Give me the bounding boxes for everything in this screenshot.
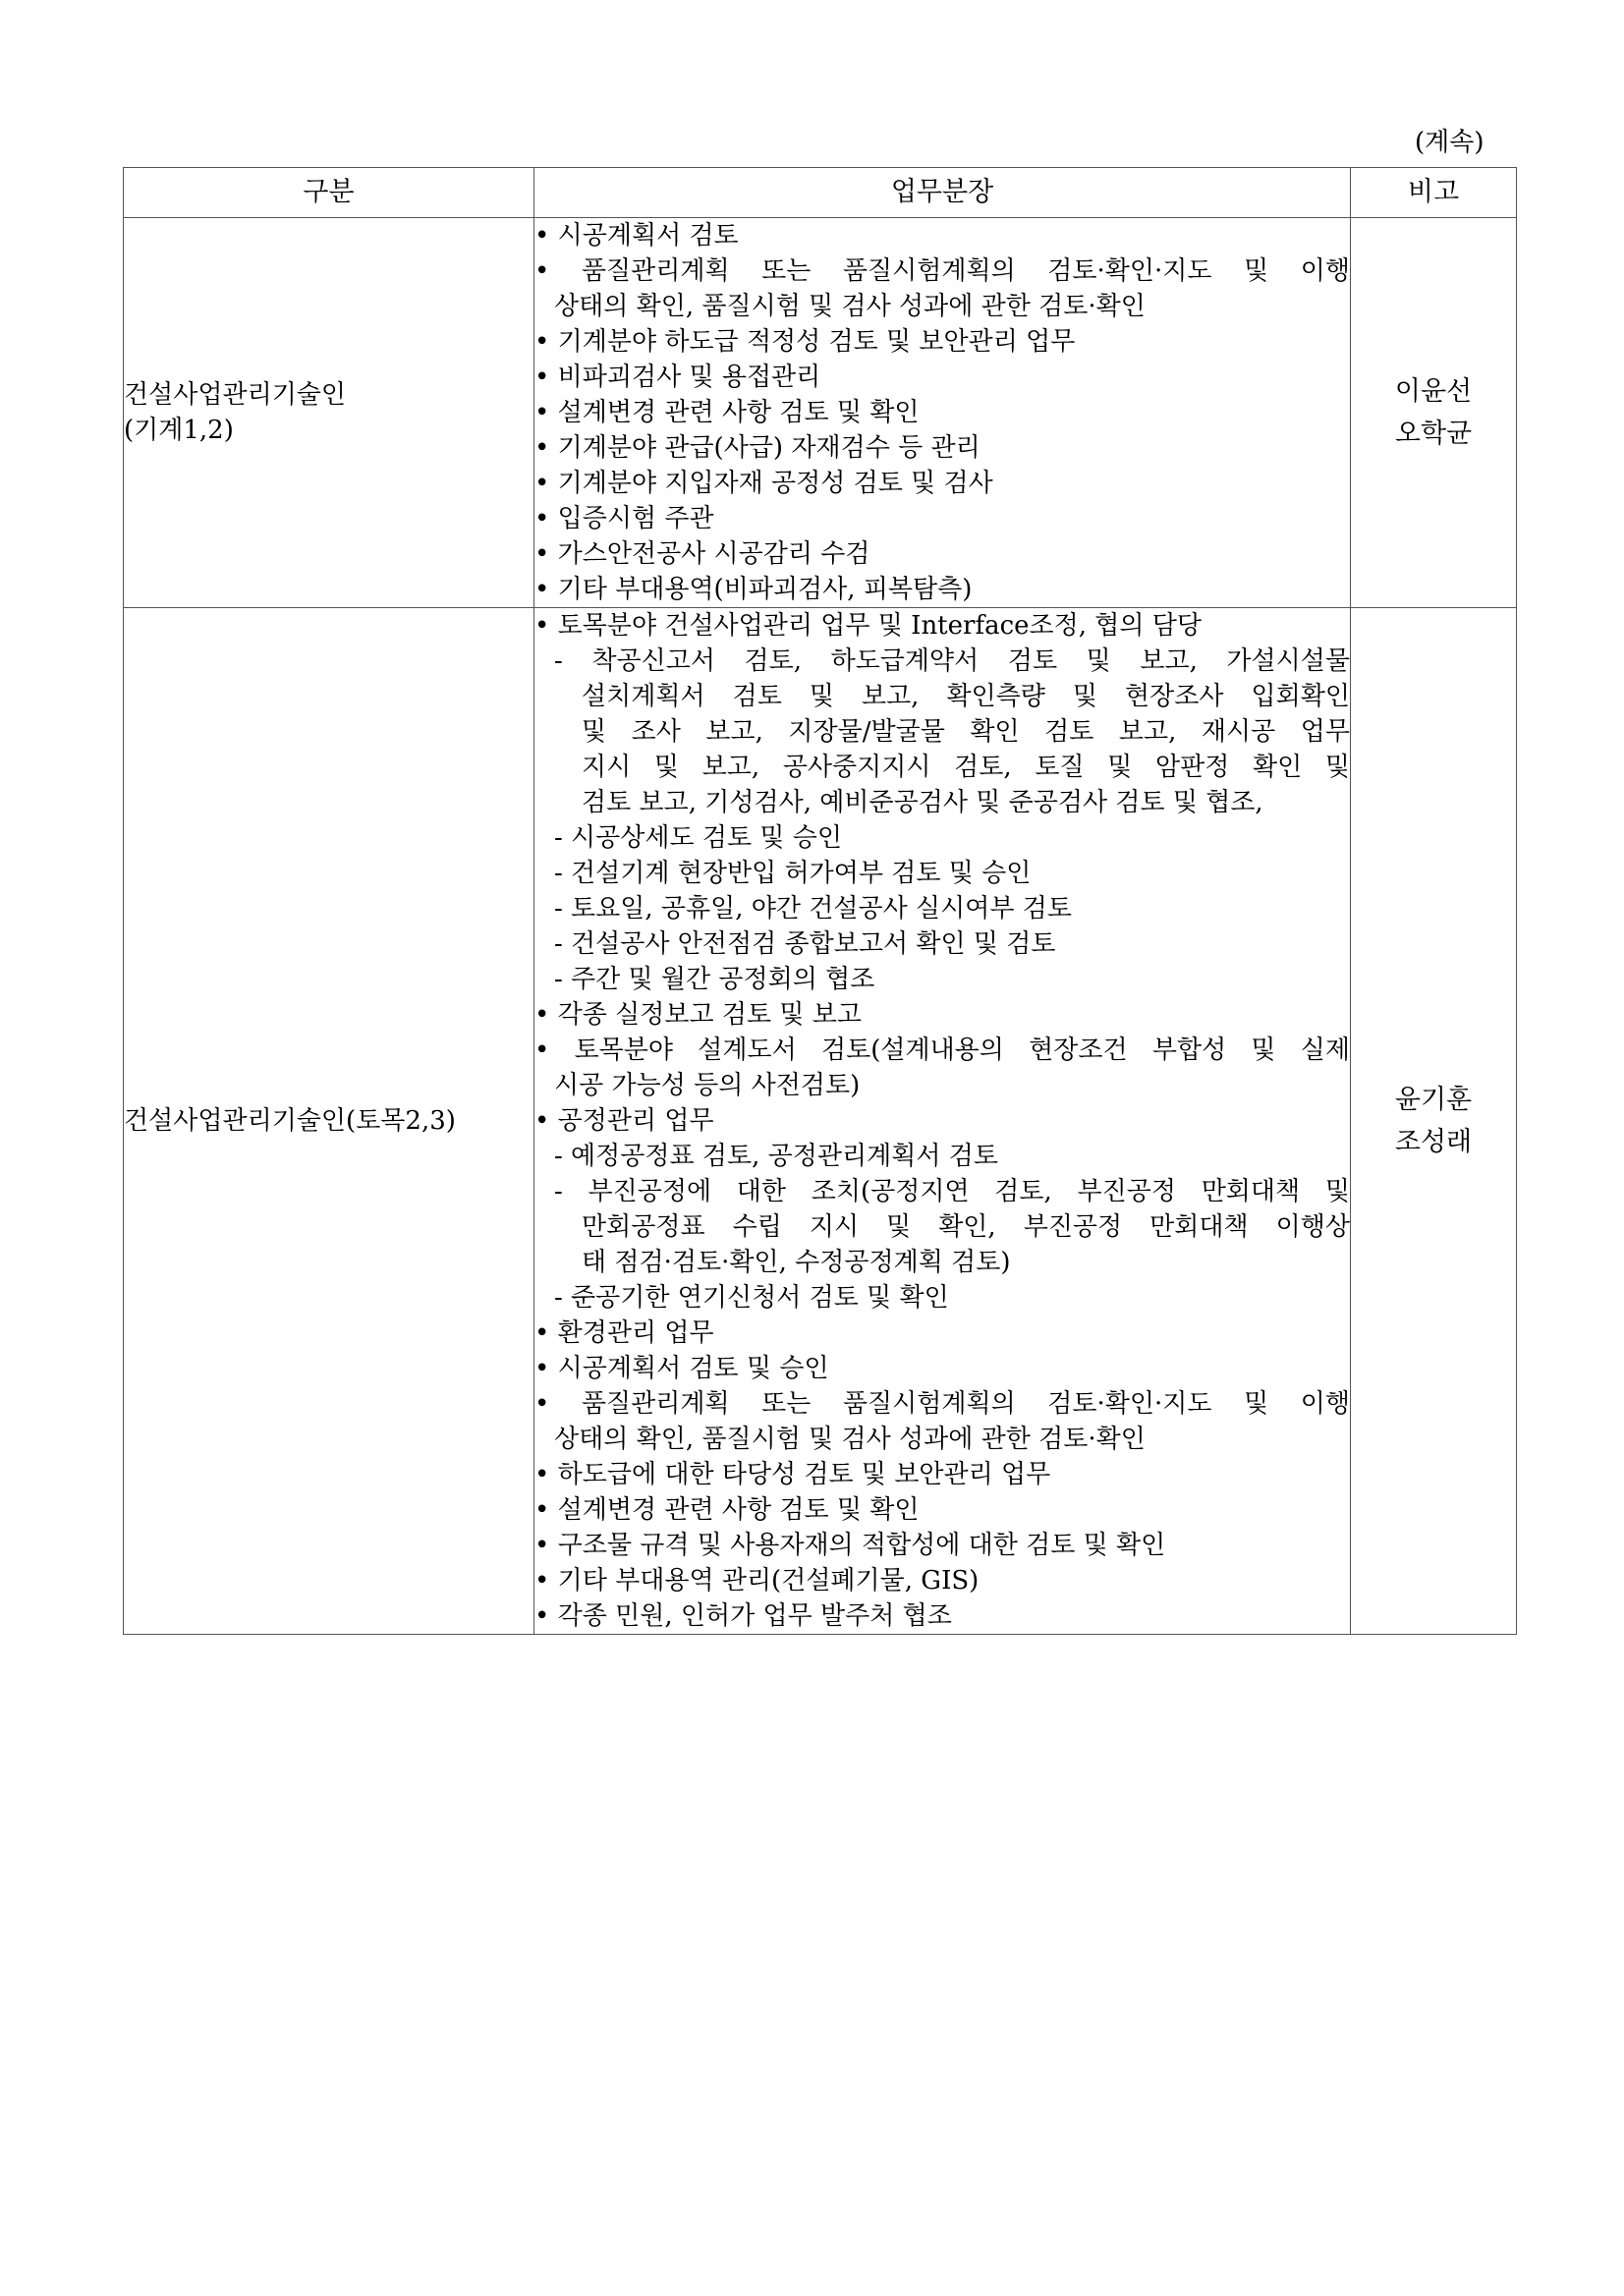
duty-item: • 설계변경 관련 사항 검토 및 확인 [534,398,920,427]
duty-subitem: - 착공신고서 검토, 하도급계약서 검토 및 보고, 가설시설물 [554,646,1350,676]
duty-continuation: 상태의 확인, 품질시험 및 검사 성과에 관한 검토·확인 [554,1425,1146,1454]
duty-continuation: 태 점검·검토·확인, 수정공정계획 검토) [582,1248,1011,1277]
table-row [124,608,1517,1635]
duty-continuation: 만회공정표 수립 지시 및 확인, 부진공정 만회대책 이행상 [582,1212,1350,1242]
duty-subitem: - 건설기계 현장반입 허가여부 검토 및 승인 [554,859,1032,888]
duty-subitem: - 토요일, 공휴일, 야간 건설공사 실시여부 검토 [554,894,1072,924]
person-name: 이윤선 [1394,376,1473,407]
table-header-row [124,168,1517,218]
category-text: (기계1,2) [124,416,234,445]
header-duties: 업무분장 [534,168,1351,218]
duty-subitem: - 시공상세도 검토 및 승인 [554,823,843,853]
duty-item: • 기계분야 하도급 적정성 검토 및 보안관리 업무 [534,327,1076,357]
duty-item: • 설계변경 관련 사항 검토 및 확인 [534,1495,920,1525]
duty-item: • 토목분야 설계도서 검토(설계내용의 현장조건 부합성 및 실제 [534,1036,1350,1065]
duty-continuation: 상태의 확인, 품질시험 및 검사 성과에 관한 검토·확인 [554,292,1146,321]
duty-item: • 입증시험 주관 [534,504,714,533]
duty-item: • 기계분야 관급(사급) 자재검수 등 관리 [534,433,980,463]
duty-subitem: - 준공기한 연기신청서 검토 및 확인 [554,1283,949,1313]
duty-subitem: - 예정공정표 검토, 공정관리계획서 검토 [554,1142,998,1171]
duty-item: • 품질관리계획 또는 품질시험계획의 검토·확인·지도 및 이행 [534,256,1350,286]
duty-item: • 구조물 규격 및 사용자재의 적합성에 대한 검토 및 확인 [534,1531,1166,1560]
duty-item: • 각종 실정보고 검토 및 보고 [534,1000,862,1030]
category-text: 건설사업관리기술인(토목2,3) [124,1106,456,1136]
duty-item: • 각종 민원, 인허가 업무 발주처 협조 [534,1601,952,1631]
table-row [124,218,1517,608]
header-category: 구분 [124,168,534,218]
duty-continuation: 및 조사 보고, 지장물/발굴물 확인 검토 보고, 재시공 업무 [582,717,1350,747]
category-text: 건설사업관리기술인 [124,380,347,410]
duty-continuation: 시공 가능성 등의 사전검토) [554,1071,861,1100]
duty-item: • 기계분야 지입자재 공정성 검토 및 검사 [534,469,993,498]
duties-cell [534,608,1351,1635]
duty-item: • 공정관리 업무 [534,1106,714,1136]
person-name: 윤기훈 [1394,1085,1473,1115]
duty-continuation: 지시 및 보고, 공사중지지시 검토, 토질 및 암판정 확인 및 [582,753,1350,782]
remarks-cell [1351,218,1517,608]
category-cell [124,218,534,608]
duty-continuation: 설치계획서 검토 및 보고, 확인측량 및 현장조사 입회확인 [582,682,1350,711]
duty-assignment-table [123,167,1517,1635]
category-cell [124,608,534,1635]
duty-item: • 환경관리 업무 [534,1318,714,1348]
person-name: 오학균 [1394,419,1473,449]
duty-item: • 하도급에 대한 타당성 검토 및 보안관리 업무 [534,1460,1051,1489]
duty-continuation: 검토 보고, 기성검사, 예비준공검사 및 준공검사 검토 및 협조, [582,788,1263,817]
duty-item: • 시공계획서 검토 및 승인 [534,1354,829,1383]
person-name: 조성래 [1394,1127,1473,1157]
duty-item: • 기타 부대용역 관리(건설폐기물, GIS) [534,1566,980,1596]
duty-item: • 가스안전공사 시공감리 수검 [534,539,870,569]
remarks-cell [1351,608,1517,1635]
duty-item: • 기타 부대용역(비파괴검사, 피복탐측) [534,575,973,604]
duties-cell [534,218,1351,608]
continued-label: (계속) [1415,128,1484,157]
duty-subitem: - 건설공사 안전점검 종합보고서 확인 및 검토 [554,929,1056,959]
duty-item: • 토목분야 건설사업관리 업무 및 Interface조정, 협의 담당 [534,611,1203,641]
duty-item: • 시공계획서 검토 [534,221,739,251]
duty-item: • 품질관리계획 또는 품질시험계획의 검토·확인·지도 및 이행 [534,1389,1350,1419]
duty-subitem: - 부진공정에 대한 조치(공정지연 검토, 부진공정 만회대책 및 [554,1177,1350,1206]
duty-item: • 비파괴검사 및 용접관리 [534,363,821,392]
header-remarks: 비고 [1351,168,1517,218]
duty-subitem: - 주간 및 월간 공정회의 협조 [554,965,875,994]
